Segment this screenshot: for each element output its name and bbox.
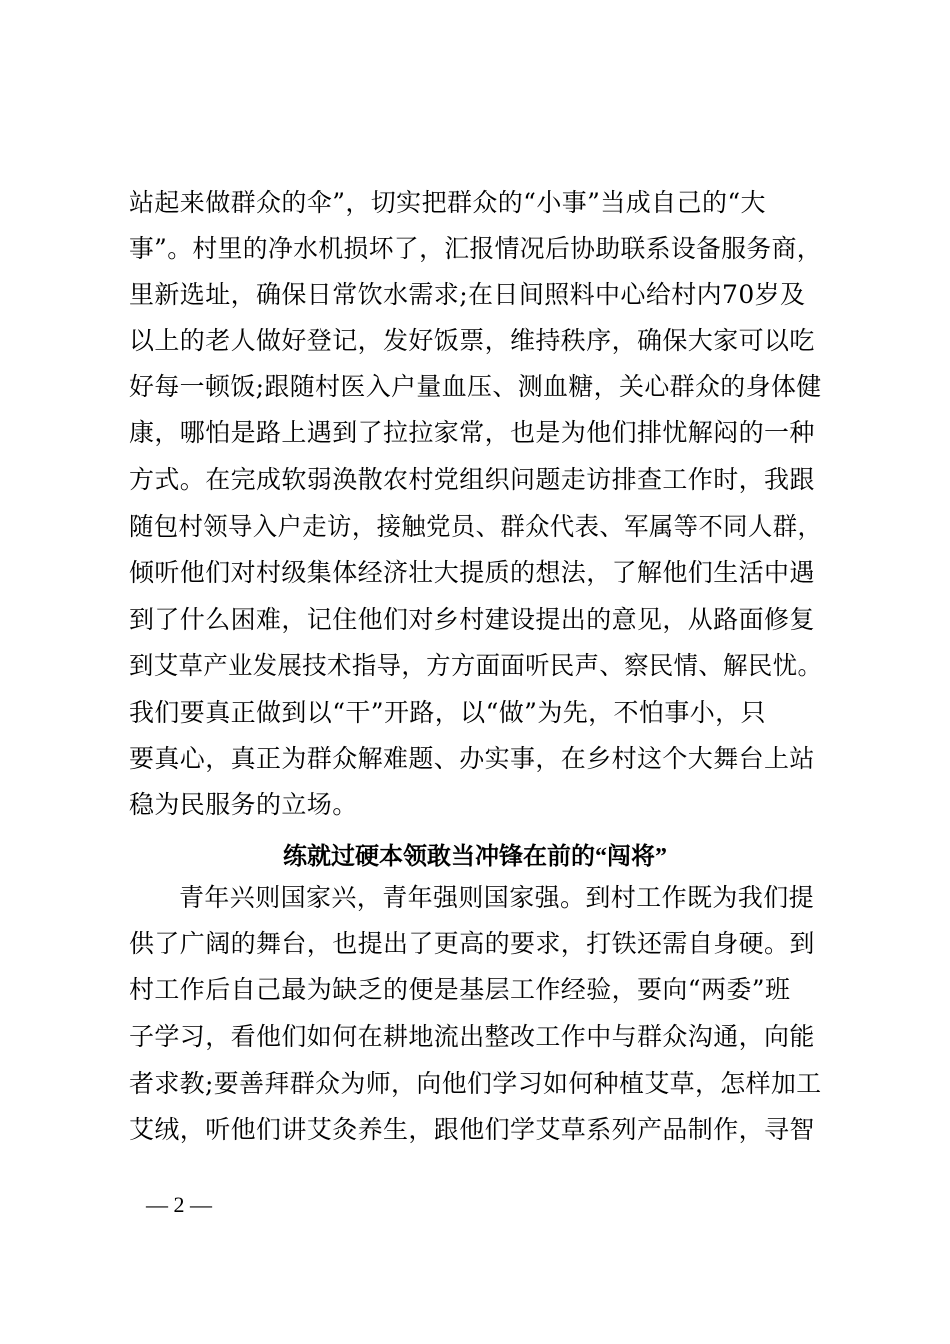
paragraph-1-line: 好每一顿饭;跟随村医入户量血压、测血糖，关心群众的身体健 bbox=[129, 372, 822, 401]
paragraph-2-line: 子学习，看他们如何在耕地流出整改工作中与群众沟通，向能 bbox=[129, 1022, 815, 1051]
paragraph-1-line: 到艾草产业发展技术指导，方方面面听民声、察民情、解民忧。 bbox=[129, 651, 823, 680]
paragraph-1-line: 站起来做群众的伞”，切实把群众的“小事”当成自己的“大 bbox=[129, 188, 766, 217]
paragraph-1-line: 方式。在完成软弱涣散农村党组织问题走访排查工作时，我跟 bbox=[129, 465, 815, 494]
paragraph-1-line: 要真心，真正为群众解难题、办实事，在乡村这个大舞台上站 bbox=[129, 744, 815, 773]
section-heading: 练就过硬本领敢当冲锋在前的“闯将” bbox=[283, 844, 667, 870]
paragraph-1-line: 我们要真正做到以“干”开路，以“做”为先，不怕事小，只 bbox=[129, 698, 766, 727]
paragraph-1-line: 康，哪怕是路上遇到了拉拉家常，也是为他们排忧解闷的一种 bbox=[129, 418, 815, 447]
paragraph-1-line: 随包村领导入户走访，接触党员、群众代表、军属等不同人群， bbox=[129, 512, 823, 541]
paragraph-2-line: 村工作后自己最为缺乏的便是基层工作经验，要向“两委”班 bbox=[129, 975, 791, 1004]
paragraph-1-line: 倾听他们对村级集体经济壮大提质的想法，了解他们生活中遇 bbox=[129, 558, 815, 587]
paragraph-1-line: 以上的老人做好登记，发好饭票，维持秩序，确保大家可以吃 bbox=[129, 326, 815, 355]
paragraph-1-line: 稳为民服务的立场。 bbox=[129, 790, 358, 819]
page-number: — 2 — bbox=[146, 1192, 212, 1217]
paragraph-1-line: 里新选址，确保日常饮水需求;在日间照料中心给村内70岁及 bbox=[129, 280, 806, 309]
paragraph-1-line: 事”。村里的净水机损坏了，汇报情况后协助联系设备服务商， bbox=[129, 234, 822, 263]
paragraph-2-line: 供了广阔的舞台，也提出了更高的要求，打铁还需自身硬。到 bbox=[129, 929, 815, 958]
paragraph-2-line: 艾绒，听他们讲艾灸养生，跟他们学艾草系列产品制作，寻智 bbox=[129, 1115, 815, 1144]
paragraph-2-line: 者求教;要善拜群众为师，向他们学习如何种植艾草，怎样加工 bbox=[129, 1069, 822, 1098]
paragraph-1-line: 到了什么困难，记住他们对乡村建设提出的意见，从路面修复 bbox=[129, 605, 815, 634]
paragraph-2-line: 青年兴则国家兴，青年强则国家强。到村工作既为我们提 bbox=[179, 883, 815, 912]
